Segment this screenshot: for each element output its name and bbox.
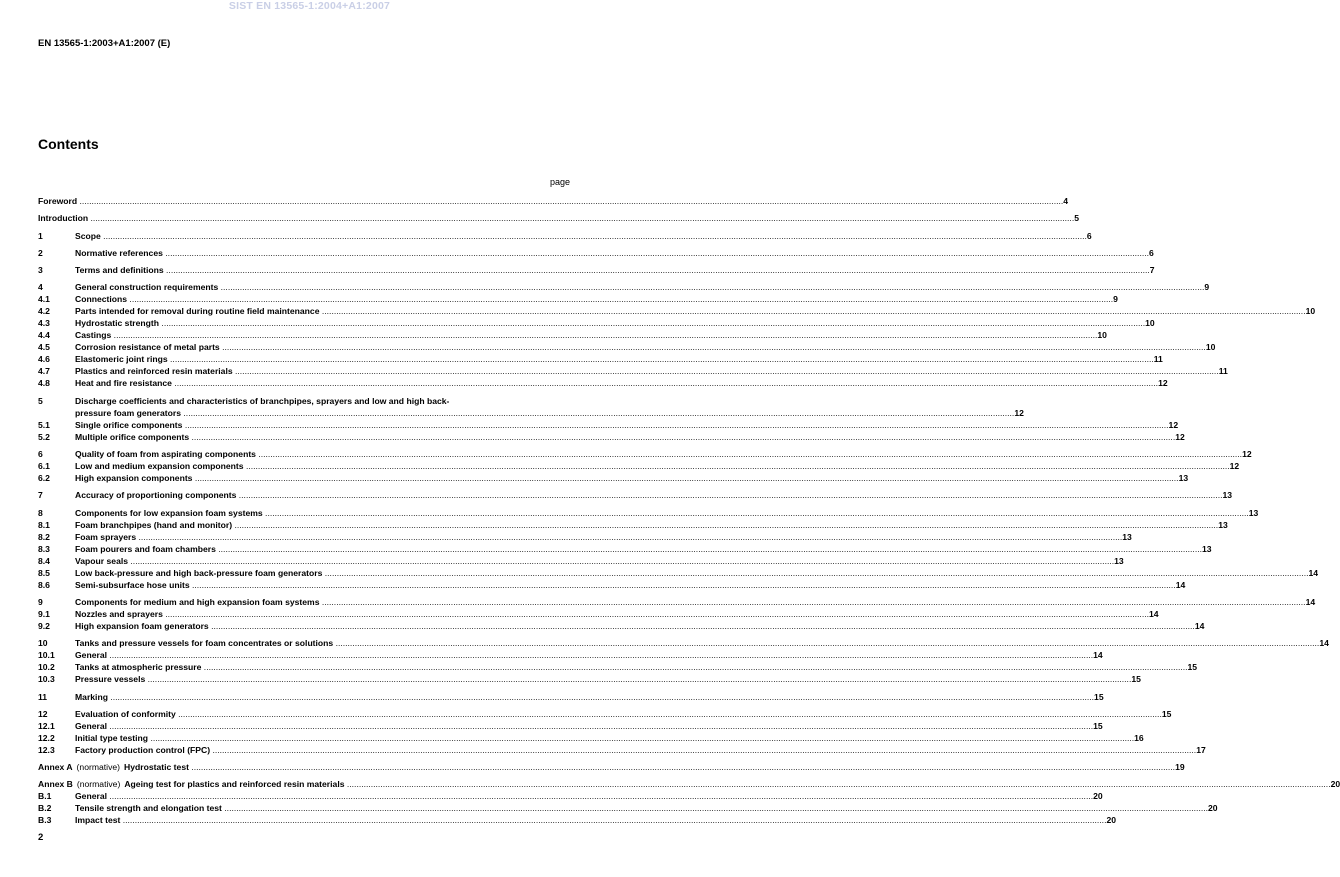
- toc-number: 8: [38, 507, 43, 518]
- toc-page: 20: [1208, 803, 1218, 814]
- toc-page: 12: [1014, 407, 1024, 418]
- toc-title: Vapour seals .....: [75, 555, 1114, 567]
- toc-page: 9: [1113, 294, 1118, 305]
- toc-entry-4-2[interactable]: [38, 305, 1316, 317]
- toc-page: 14: [1319, 638, 1329, 649]
- toc-entry-8-4[interactable]: [38, 555, 1124, 567]
- toc-entry-10-2[interactable]: [38, 661, 1198, 673]
- toc-page: 9: [1204, 282, 1210, 293]
- toc-page: 10: [1097, 330, 1107, 341]
- toc-number: 4.7: [38, 366, 50, 377]
- toc-page: 13: [1248, 507, 1259, 518]
- toc-title-line1: Discharge coefficients and characteristics of branchpipes, sprayers and low and high back-: [75, 395, 450, 406]
- toc-title: Corrosion resistance of metal parts .....: [75, 341, 1206, 353]
- toc-number: 2: [38, 247, 43, 258]
- toc-page: 4: [1063, 196, 1069, 206]
- toc-entry-b-1[interactable]: [38, 790, 1103, 802]
- document-id: EN 13565-1:2003+A1:2007 (E): [38, 38, 171, 49]
- table-of-contents: [38, 195, 1340, 826]
- toc-title: Foam pourers and foam chambers .....: [75, 543, 1202, 555]
- toc-number: 4.5: [38, 342, 50, 353]
- toc-number: 3: [38, 265, 43, 276]
- toc-entry-12[interactable]: [38, 708, 1172, 720]
- toc-number: 4.8: [38, 378, 50, 389]
- toc-entry-4-7[interactable]: [38, 365, 1228, 377]
- toc-title: Low back-pressure and high back-pressure foam generators .....: [75, 567, 1308, 579]
- toc-number: Annex B: [38, 779, 73, 790]
- toc-number: 8.6: [38, 579, 50, 590]
- toc-number: 12.1: [38, 720, 55, 731]
- toc-entry-12-3[interactable]: [38, 744, 1206, 756]
- toc-title: Elastomeric joint rings .....: [75, 353, 1154, 365]
- toc-qualifier: (normative): [76, 779, 121, 790]
- toc-title: Foam branchpipes (hand and monitor) .....: [75, 519, 1218, 531]
- toc-title: Parts intended for removal during routine field maintenance .....: [75, 305, 1306, 317]
- toc-number: 10: [38, 638, 48, 649]
- toc-page: 14: [1194, 620, 1205, 631]
- toc-number: 7: [38, 490, 43, 501]
- toc-entry-4-8[interactable]: [38, 377, 1168, 389]
- toc-title: Foreword .....: [38, 195, 1063, 207]
- toc-entry-b-3[interactable]: [38, 814, 1117, 826]
- toc-entry-8[interactable]: [38, 507, 1259, 519]
- toc-title: Hydrostatic test .....: [124, 761, 1175, 773]
- toc-page: 15: [1093, 720, 1103, 731]
- toc-entry-4-6[interactable]: [38, 353, 1163, 365]
- toc-page: 16: [1134, 732, 1144, 743]
- toc-entry-4-1[interactable]: [38, 293, 1118, 305]
- toc-entry-4-4[interactable]: [38, 329, 1107, 341]
- toc-page: 14: [1093, 650, 1103, 661]
- toc-number: 12.2: [38, 732, 55, 743]
- toc-number: 4.1: [38, 294, 50, 305]
- toc-number: 10.3: [38, 674, 55, 685]
- toc-entry-4-5[interactable]: [38, 341, 1216, 353]
- toc-title: Pressure vessels .....: [75, 673, 1131, 685]
- toc-entry-annex-b[interactable]: [38, 778, 1340, 790]
- toc-number: 8.3: [38, 543, 50, 554]
- toc-entry-5[interactable]: [38, 395, 1024, 419]
- toc-title: Heat and fire resistance .....: [75, 377, 1158, 389]
- toc-title: Factory production control (FPC) .....: [75, 744, 1196, 756]
- toc-page: 17: [1196, 744, 1206, 755]
- toc-page: 13: [1178, 473, 1189, 484]
- toc-title: Semi-subsurface hose units .....: [75, 579, 1176, 591]
- page-number: 2: [38, 832, 44, 843]
- toc-title: Evaluation of conformity .....: [75, 708, 1162, 720]
- toc-entry-2[interactable]: [38, 247, 1154, 259]
- toc-title: Initial type testing .....: [75, 732, 1134, 744]
- toc-page: 15: [1161, 708, 1172, 719]
- toc-title: General .....: [75, 790, 1093, 802]
- toc-number: 9: [38, 596, 43, 607]
- toc-page: 13: [1201, 543, 1212, 554]
- toc-title: Tanks and pressure vessels for foam concentrates or solutions .....: [75, 637, 1319, 649]
- toc-page: 10: [1145, 318, 1155, 329]
- toc-entry-7[interactable]: [38, 489, 1233, 501]
- toc-number: 4: [38, 282, 43, 293]
- toc-entry-8-1[interactable]: [38, 519, 1228, 531]
- toc-title: High expansion foam generators .....: [75, 620, 1195, 632]
- toc-entry-annex-a[interactable]: [38, 761, 1185, 773]
- toc-entry-5-2[interactable]: [38, 431, 1185, 443]
- toc-page: 20: [1330, 779, 1340, 790]
- toc-title: Multiple orifice components .....: [75, 431, 1175, 443]
- toc-number: 4.4: [38, 330, 50, 341]
- toc-title: Plastics and reinforced resin materials .....: [75, 365, 1219, 377]
- toc-entry-10[interactable]: [38, 637, 1329, 649]
- toc-entry-12-2[interactable]: [38, 732, 1144, 744]
- toc-title: Scope .....: [75, 230, 1087, 242]
- toc-number: 8.2: [38, 531, 50, 542]
- toc-page: 15: [1131, 674, 1141, 685]
- toc-title: Quality of foam from aspirating components .....: [75, 448, 1242, 460]
- toc-title: Impact test .....: [75, 814, 1106, 826]
- toc-title: Single orifice components .....: [75, 419, 1169, 431]
- toc-entry-4[interactable]: [38, 281, 1210, 293]
- toc-number: 8.4: [38, 555, 50, 566]
- toc-page: 12: [1229, 461, 1240, 472]
- toc-entry-8-2[interactable]: [38, 531, 1132, 543]
- toc-page: 7: [1149, 265, 1155, 276]
- toc-number: 12.3: [38, 744, 55, 755]
- toc-entry-8-3[interactable]: [38, 543, 1212, 555]
- toc-page: 20: [1093, 791, 1103, 802]
- toc-title: General construction requirements .....: [75, 281, 1204, 293]
- toc-entry-6[interactable]: [38, 448, 1252, 460]
- toc-page: 13: [1122, 531, 1132, 542]
- toc-number: 5.2: [38, 431, 50, 442]
- toc-entry-4-3[interactable]: [38, 317, 1155, 329]
- toc-title: Nozzles and sprayers .....: [75, 608, 1149, 620]
- toc-number: 9.1: [38, 608, 50, 619]
- toc-page: 12: [1242, 449, 1252, 460]
- toc-title: High expansion components .....: [75, 472, 1179, 484]
- toc-title-line2: pressure foam generators .....: [75, 407, 1014, 419]
- toc-title: Castings .....: [75, 329, 1097, 341]
- toc-page: 14: [1175, 579, 1186, 590]
- toc-page: 11: [1218, 366, 1228, 377]
- toc-page: 15: [1187, 662, 1198, 673]
- toc-number: 5.1: [38, 419, 50, 430]
- toc-title: Ageing test for plastics and reinforced resin materials .....: [124, 778, 1330, 790]
- toc-entry-10-1[interactable]: [38, 649, 1103, 661]
- toc-entry-5-1[interactable]: [38, 419, 1179, 431]
- toc-entry-9[interactable]: [38, 596, 1316, 608]
- toc-entry-9-1[interactable]: [38, 608, 1159, 620]
- toc-title: Accuracy of proportioning components .....: [75, 489, 1222, 501]
- toc-title: Marking .....: [75, 691, 1094, 703]
- toc-page: 20: [1106, 815, 1117, 826]
- toc-page: 14: [1308, 567, 1319, 578]
- toc-page: 6: [1086, 230, 1092, 241]
- toc-page: 12: [1168, 419, 1179, 430]
- toc-number: B.3: [38, 815, 52, 826]
- toc-entry-12-1[interactable]: [38, 720, 1103, 732]
- toc-title: Tanks at atmospheric pressure .....: [75, 661, 1188, 673]
- toc-page: 10: [1305, 306, 1316, 317]
- toc-entry-foreword[interactable]: [38, 195, 1069, 207]
- toc-entry-9-2[interactable]: [38, 620, 1205, 632]
- toc-number: 11: [38, 691, 48, 702]
- toc-entry-1[interactable]: [38, 230, 1092, 242]
- toc-number: Annex A: [38, 762, 73, 773]
- toc-title-block: [75, 395, 1024, 419]
- toc-page: 6: [1149, 247, 1154, 258]
- toc-title: General .....: [75, 649, 1093, 661]
- toc-title: Low and medium expansion components .....: [75, 460, 1230, 472]
- toc-number: 10.2: [38, 662, 55, 673]
- toc-entry-6-2[interactable]: [38, 472, 1189, 484]
- toc-page: 14: [1305, 596, 1316, 607]
- toc-entry-10-3[interactable]: [38, 673, 1141, 685]
- toc-title: Hydrostatic strength .....: [75, 317, 1145, 329]
- toc-title: Terms and definitions .....: [75, 264, 1150, 276]
- toc-entry-8-5[interactable]: [38, 567, 1319, 579]
- toc-title: Foam sprayers .....: [75, 531, 1122, 543]
- toc-page: 5: [1074, 213, 1079, 224]
- toc-number: 4.6: [38, 354, 50, 365]
- toc-number: 8.5: [38, 567, 50, 578]
- toc-number: B.1: [38, 791, 52, 802]
- toc-number: 4.2: [38, 306, 50, 317]
- toc-entry-introduction[interactable]: [38, 212, 1079, 224]
- contents-title: Contents: [38, 136, 99, 152]
- toc-entry-3[interactable]: [38, 264, 1155, 276]
- toc-page: 15: [1094, 691, 1104, 702]
- toc-title: Components for low expansion foam systems .....: [75, 507, 1249, 519]
- toc-page: 14: [1148, 608, 1159, 619]
- toc-number: 6.2: [38, 473, 50, 484]
- toc-page: 12: [1175, 431, 1185, 442]
- page-column-label: page: [549, 177, 570, 187]
- toc-number: 5: [38, 395, 43, 406]
- toc-number: 1: [38, 230, 43, 241]
- toc-page: 11: [1153, 354, 1163, 365]
- toc-entry-11[interactable]: [38, 691, 1104, 703]
- toc-number: 6.1: [38, 461, 50, 472]
- watermark: SIST EN 13565-1:2004+A1:2007: [228, 0, 391, 12]
- toc-number: 12: [38, 708, 48, 719]
- toc-page: 13: [1114, 555, 1124, 566]
- toc-number: 4.3: [38, 318, 50, 329]
- toc-page: 19: [1175, 762, 1185, 773]
- toc-number: B.2: [38, 803, 52, 814]
- toc-page: 10: [1205, 342, 1216, 353]
- toc-number: 9.2: [38, 620, 50, 631]
- toc-entry-6-1[interactable]: [38, 460, 1240, 472]
- toc-qualifier: (normative): [76, 762, 121, 773]
- toc-entry-b-2[interactable]: [38, 802, 1218, 814]
- toc-page: 13: [1218, 519, 1228, 530]
- toc-number: 8.1: [38, 519, 50, 530]
- toc-number: 10.1: [38, 650, 55, 661]
- toc-title: Introduction .....: [38, 212, 1074, 224]
- toc-number: 6: [38, 449, 43, 460]
- toc-entry-8-6[interactable]: [38, 579, 1186, 591]
- toc-page: 13: [1222, 490, 1233, 501]
- toc-title: Components for medium and high expansion foam systems .....: [75, 596, 1306, 608]
- toc-title: General .....: [75, 720, 1093, 732]
- toc-page: 12: [1158, 378, 1168, 389]
- toc-title: Tensile strength and elongation test .....: [75, 802, 1208, 814]
- toc-title-line2-row: [75, 407, 1024, 419]
- toc-title: Normative references .....: [75, 247, 1149, 259]
- toc-title: Connections .....: [75, 293, 1113, 305]
